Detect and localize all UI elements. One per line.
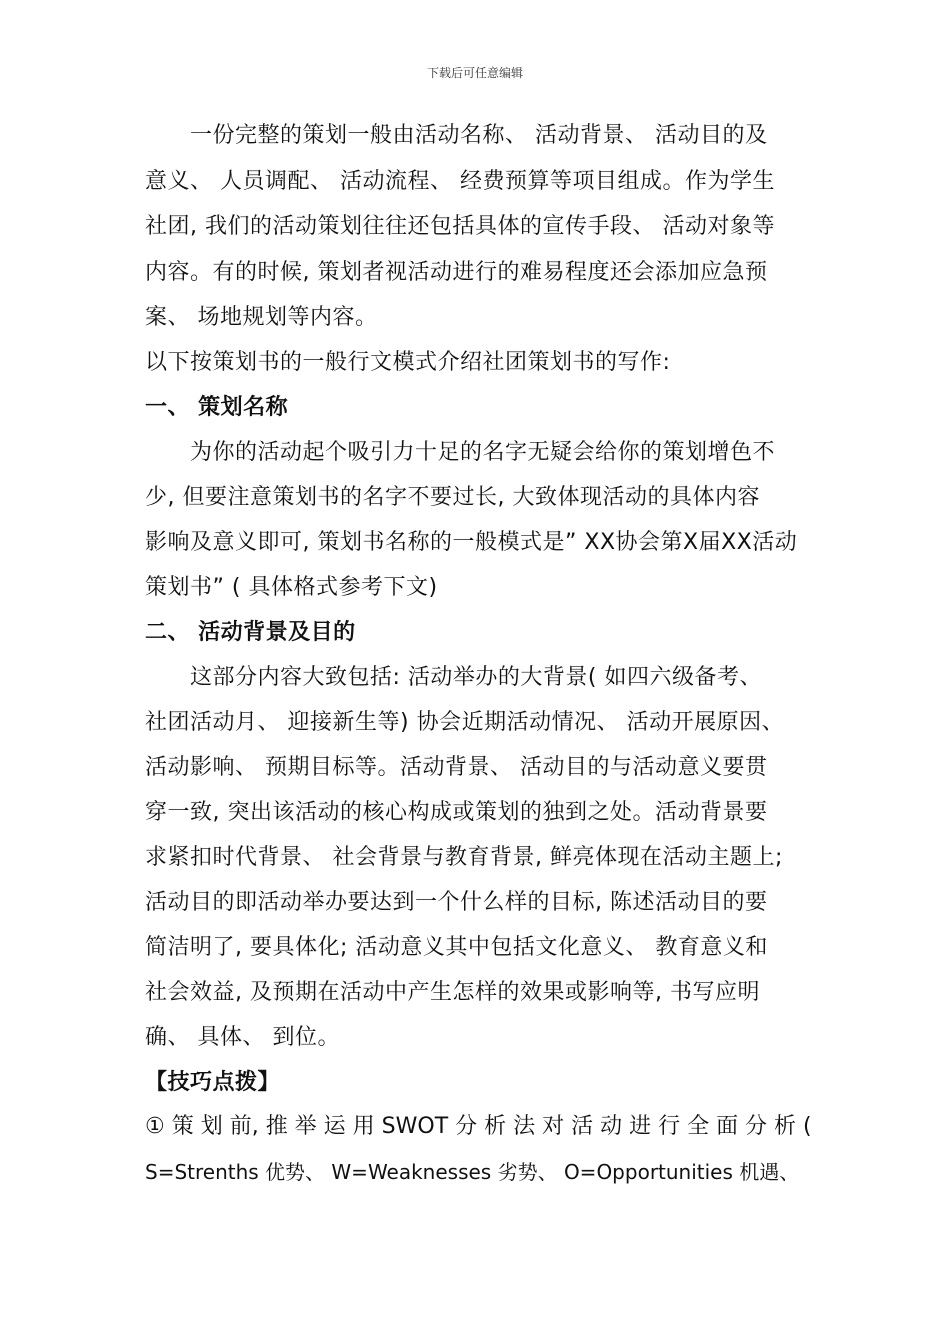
paragraph-line: 社会效益, 及预期在活动中产生怎样的效果或影响等, 书写应明 bbox=[145, 980, 760, 1005]
paragraph-line: 意义、 人员调配、 活动流程、 经费预算等项目组成。作为学生 bbox=[145, 169, 775, 194]
paragraph-line: 求紧扣时代背景、 社会背景与教育背景, 鲜亮体现在活动主题上; bbox=[145, 845, 783, 870]
paragraph-line: 案、 场地规划等内容。 bbox=[145, 305, 378, 330]
paragraph-line: 内容。有的时候, 策划者视活动进行的难易程度还会添加应急预 bbox=[145, 260, 768, 285]
paragraph-line: 少, 但要注意策划书的名字不要过长, 大致体现活动的具体内容 bbox=[145, 485, 760, 510]
paragraph-line: 社团, 我们的活动策划往往还包括具体的宣传手段、 活动对象等 bbox=[145, 214, 775, 239]
paragraph-line: 社团活动月、 迎接新生等) 协会近期活动情况、 活动开展原因、 bbox=[145, 710, 785, 735]
paragraph-line: 确、 具体、 到位。 bbox=[145, 1025, 340, 1050]
paragraph-line: 一份完整的策划一般由活动名称、 活动背景、 活动目的及 bbox=[190, 123, 768, 148]
paragraph-line: 影响及意义即可, 策划书名称的一般模式是” XX协会第X届XX活动 bbox=[145, 530, 798, 555]
paragraph-line: 活动影响、 预期目标等。活动背景、 活动目的与活动意义要贯 bbox=[145, 755, 768, 780]
paragraph-line: 穿一致, 突出该活动的核心构成或策划的独到之处。活动背景要 bbox=[145, 800, 768, 825]
tips-line: ① 策 划 前, 推 举 运 用 SWOT 分 析 法 对 活 动 进 行 全 面 分 析 ( bbox=[145, 1114, 812, 1139]
paragraph-line: 为你的活动起个吸引力十足的名字无疑会给你的策划增色不 bbox=[190, 440, 776, 465]
tips-line: S=Strenths 优势、 W=Weaknesses 劣势、 O=Opportunities 机遇、 bbox=[145, 1160, 800, 1184]
intro-line: 以下按策划书的一般行文模式介绍社团策划书的写作: bbox=[145, 350, 671, 375]
section-heading-2: 二、 活动背景及目的 bbox=[145, 620, 356, 645]
paragraph-line: 简洁明了, 要具体化; 活动意义其中包括文化意义、 教育意义和 bbox=[145, 935, 768, 960]
section-heading-1: 一、 策划名称 bbox=[145, 395, 289, 420]
page-header: 下载后可任意编辑 bbox=[426, 66, 523, 80]
paragraph-line: 策划书” ( 具体格式参考下文) bbox=[145, 575, 438, 600]
paragraph-line: 这部分内容大致包括: 活动举办的大背景( 如四六级备考、 bbox=[190, 665, 762, 690]
paragraph-line: 活动目的即活动举办要达到一个什么样的目标, 陈述活动目的要 bbox=[145, 890, 768, 915]
tips-heading: 【技巧点拨】 bbox=[145, 1070, 281, 1095]
